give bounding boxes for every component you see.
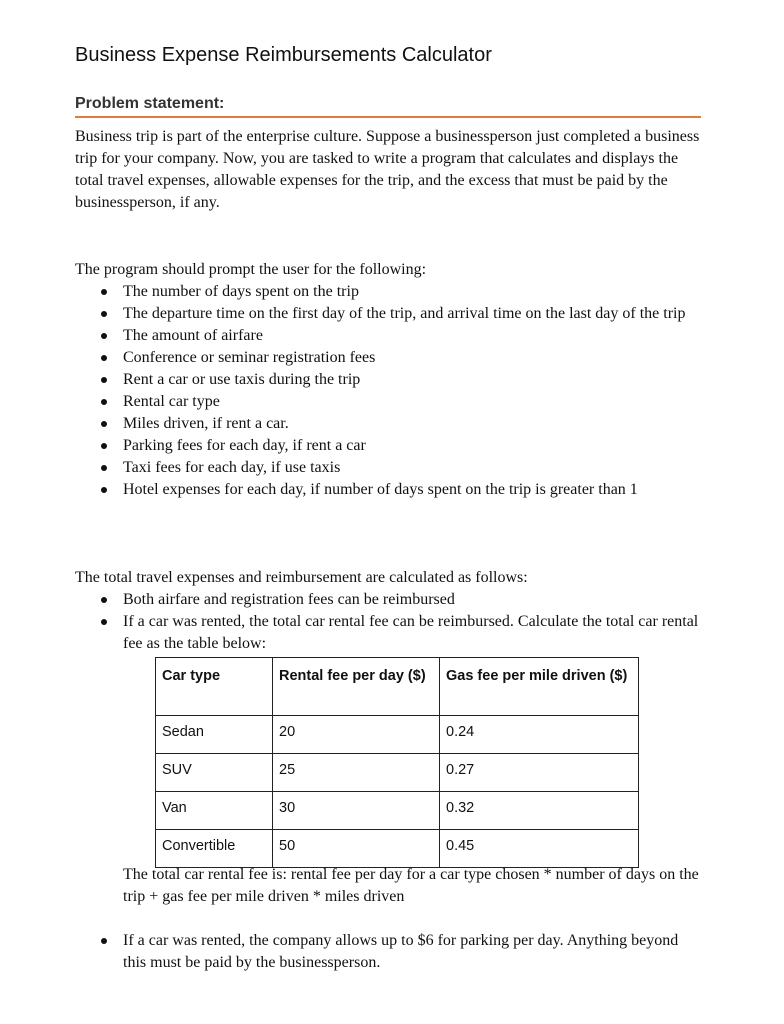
list-item: Conference or seminar registration fees [75,347,705,369]
list-item: Rental car type [75,391,705,413]
header-rental-fee: Rental fee per day ($) [273,658,440,716]
table-cell: Sedan [156,716,273,754]
list-item: If a car was rented, the company allows up to $6 for parking per day. Anything beyond this must be paid by the businessperson. [75,930,705,974]
table-cell: SUV [156,754,273,792]
table-row [156,830,639,868]
table-cell: 0.27 [440,754,639,792]
car-rental-table [155,657,639,868]
list-item: The number of days spent on the trip [75,281,705,303]
table-cell: 50 [273,830,440,868]
header-car-type: Car type [156,658,273,716]
table-cell: 30 [273,792,440,830]
table-cell: 0.45 [440,830,639,868]
prompt-block [75,259,705,501]
calc-list [75,589,705,655]
list-item: The departure time on the first day of the trip, and arrival time on the last day of the trip [75,303,705,325]
table-row [156,792,639,830]
list-item: Parking fees for each day, if rent a car [75,435,705,457]
list-item: Taxi fees for each day, if use taxis [75,457,705,479]
list-item: If a car was rented, the total car rental fee can be reimbursed. Calculate the total car rental fee as the table below: [75,611,705,655]
header-gas-fee: Gas fee per mile driven ($) [440,658,639,716]
list-item: Hotel expenses for each day, if number of days spent on the trip is greater than 1 [75,479,705,501]
table-cell: Van [156,792,273,830]
table-cell: Convertible [156,830,273,868]
prompt-intro: The program should prompt the user for the following: [75,261,427,278]
table-cell: 0.32 [440,792,639,830]
table-row [156,754,639,792]
list-item: Miles driven, if rent a car. [75,413,705,435]
rental-fee-formula: The total car rental fee is: rental fee per day for a car type chosen * number of days on the trip + gas fee per mile driven * miles driven [123,866,699,905]
parking-list [75,930,705,974]
section-heading: Problem statement: [75,95,701,118]
calculation-block [75,567,705,655]
list-item: Rent a car or use taxis during the trip [75,369,705,391]
calc-intro: The total travel expenses and reimbursement are calculated as follows: [75,569,528,586]
table-cell: 25 [273,754,440,792]
table-cell: 0.24 [440,716,639,754]
intro-paragraph: Business trip is part of the enterprise culture. Suppose a businessperson just completed a business trip for your company. Now, you are tasked to write a program that calculates and displays the total travel expenses, allowable expenses for the trip, and the excess that must be paid by the businessperson, if any. [75,128,700,211]
table-cell: 20 [273,716,440,754]
table-row [156,716,639,754]
list-item: Both airfare and registration fees can be reimbursed [75,589,705,611]
document-title: Business Expense Reimbursements Calculator [75,44,492,66]
prompt-list [75,281,705,501]
list-item: The amount of airfare [75,325,705,347]
table-header-row [156,658,639,716]
